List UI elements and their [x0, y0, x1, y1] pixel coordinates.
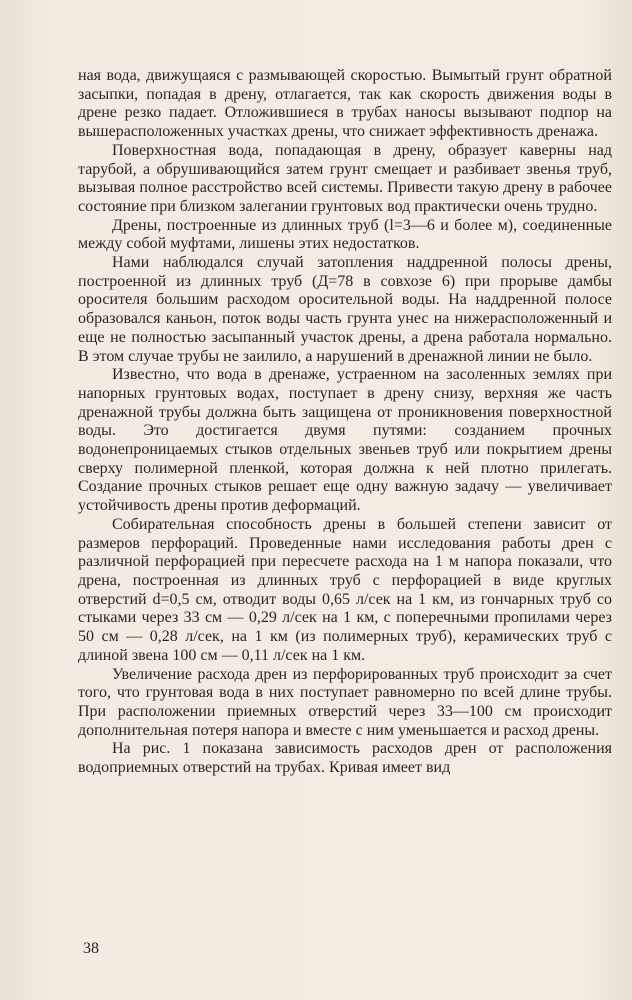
paragraph-8: На рис. 1 показана зависимость расходов дрен от расположения водоприемных отверстий на трубах. Кривая имеет вид — [78, 740, 612, 777]
paragraph-2: Поверхностная вода, попадающая в дрену, образует каверны над тарубой, а обрушивающийся затем грунт смещает и разбивает звенья труб, вызывая полное расстройство всей системы. Привести такую дрену в рабочее состояние при близком залегании грунтовых вод практически очень трудно. — [78, 141, 612, 215]
paragraph-7: Увеличение расхода дрен из перфорированных труб происходит за счет того, что грунтовая вода в них поступает равномерно по всей длине трубы. При расположении приемных отверстий через 33—100 см происходит дополнительная потеря напора и вместе с ним уменьшается и расход дрены. — [78, 665, 612, 739]
paragraph-4: Нами наблюдался случай затопления наддренной полосы дрены, построенной из длинных труб (Д=78 в совхозе 6) при прорыве дамбы оросителя большим расходом оросительной воды. На наддренной полосе образовался каньон, поток воды часть грунта унес на нижерасположенный и еще не полностью засыпанный участок дрены, а дрена работала нормально. В этом случае трубы не заилило, а нарушений в дренажной линии не было. — [78, 254, 612, 365]
page-body-text — [78, 67, 612, 778]
page-number: 38 — [83, 940, 99, 957]
paragraph-3: Дрены, построенные из длинных труб (l=3—6 и более м), соединенные между собой муфтами, лишены этих недостатков. — [78, 216, 612, 253]
paragraph-1: ная вода, движущаяся с размывающей скоростью. Вымытый грунт обратной засыпки, попадая в дрену, отлагается, так как скорость движения воды в дрене резко падает. Отложившиеся в трубах наносы вызывают подпор на вышерасположенных участках дрены, что снижает эффективность дренажа. — [78, 67, 612, 141]
paragraph-6: Собирательная способность дрены в большей степени зависит от размеров перфораций. Проведенные нами исследования работы дрен с различной перфорацией при пересчете расхода на 1 м напора показали, что дрена, построенная из длинных труб с перфорацией в виде круглых отверстий d=0,5 см, отводит воды 0,65 л/сек на 1 км, из гончарных труб со стыками через 33 см — 0,29 л/сек на 1 км, с поперечными пропилами через 50 см — 0,28 л/сек, на 1 км (из полимерных труб), керамических труб с длиной звена 100 см — 0,11 л/сек на 1 км. — [78, 515, 612, 664]
paragraph-5: Известно, что вода в дренаже, устраенном на засоленных землях при напорных грунтовых водах, поступает в дрену снизу, верхняя же часть дренажной трубы должна быть защищена от проникновения поверхностной воды. Это достигается двумя путями: созданием прочных водонепроницаемых стыков отдельных звеньев труб или покрытием дрены сверху полимерной пленкой, которая должна к ней плотно прилегать. Создание прочных стыков решает еще одну важную задачу — увеличивает устойчивость дрены против деформаций. — [78, 366, 612, 515]
